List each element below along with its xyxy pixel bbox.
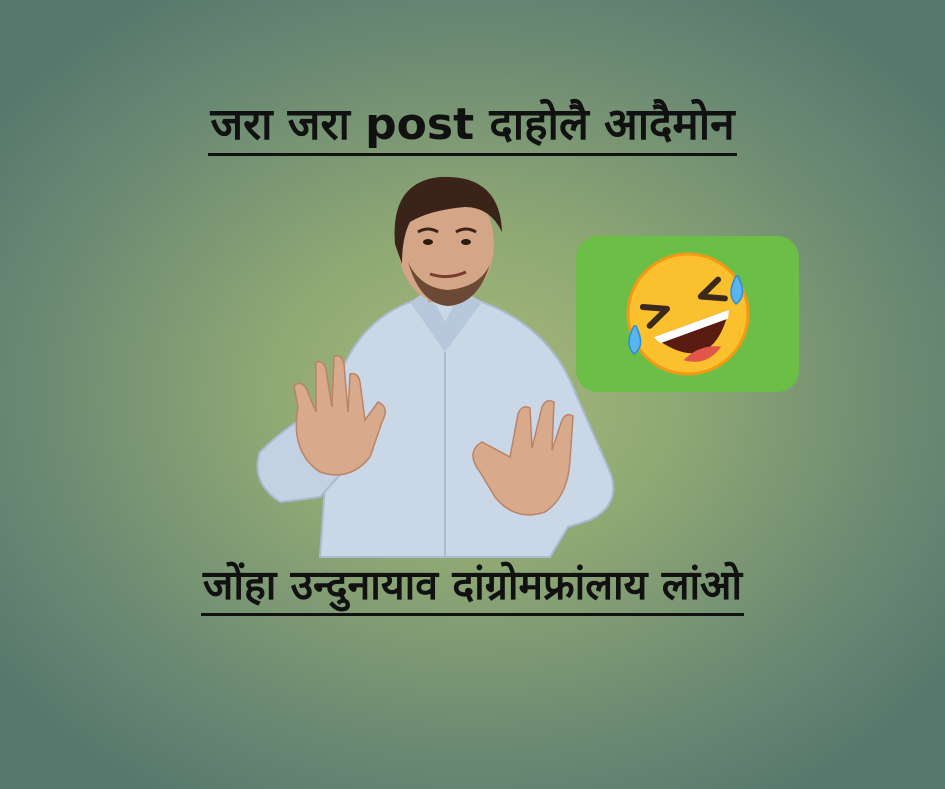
man-refusing-illustration	[250, 152, 630, 562]
top-caption	[0, 92, 945, 156]
bottom-caption-text: जोंहा उन्दुनायाव दांग्रोमफ्रांलाय लांओ	[201, 556, 744, 616]
bottom-caption	[0, 556, 945, 616]
top-caption-text: जरा जरा post दाहोलै आदैमोन	[208, 92, 736, 156]
laughing-emoji-tile	[576, 236, 799, 392]
